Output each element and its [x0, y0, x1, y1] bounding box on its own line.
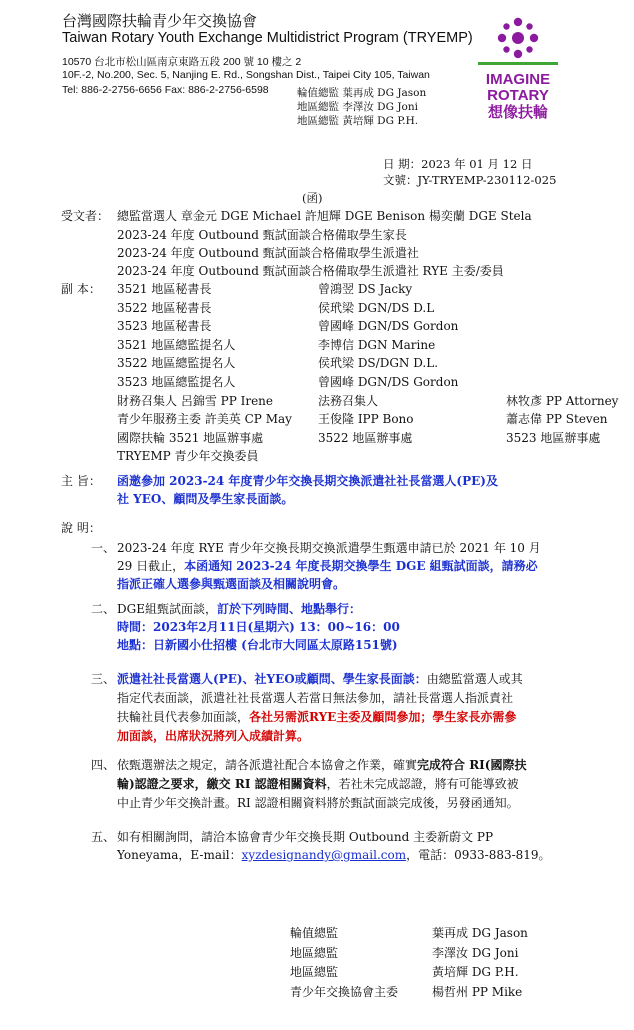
item2-text: DGE組甄試面談， [117, 602, 217, 616]
header-governor: 地區總監 李澤汝 DG Joni [297, 101, 418, 113]
item1-text: 29 日截止， [117, 559, 185, 573]
subject-line: 社 YEO、顧問及學生家長面談。 [117, 492, 294, 506]
cc-entry: 3523 地區秘書長 [117, 319, 212, 334]
cc-entry: 3522 地區總監提名人 [117, 356, 236, 371]
cc-entry: 3521 地區秘書長 [117, 282, 212, 296]
cc-entry: 3522 地區秘書長 [117, 300, 212, 315]
meeting-time: 時間：2023年2月11日(星期六) 13：00~16：00 [117, 620, 400, 634]
logo-chinese: 想像扶輪 [487, 103, 548, 121]
header-governors [297, 86, 426, 128]
cc-entry: 3521 地區總監提名人 [117, 337, 236, 352]
item2-line [117, 600, 361, 617]
item2-highlight: 訂於下列時間、地點舉行： [216, 602, 361, 616]
item1-highlight: 本函通知 2023-24 年度長期交換學生 DGE 組甄試面談，請務必 [184, 559, 538, 573]
item-number: 三、 [91, 672, 116, 686]
item5-text: ，電話：0933-883-819。 [406, 848, 551, 862]
header-governor: 輪值總監 葉再成 DG Jason [297, 87, 427, 99]
org-name-zh: 台灣國際扶輪青少年交換協會 [62, 12, 258, 30]
item3-text: 由總監當選人或其 [426, 672, 523, 686]
item1-line: 2023-24 年度 RYE 青少年交換長期交換派遣學生甄選申請已於 2021 年 10 月 [117, 541, 541, 555]
signature-title: 地區總監 [290, 945, 339, 960]
cc-entry: 曾國峰 DGN/DS Gordon [318, 319, 459, 334]
cc-label: 副 本： [61, 282, 101, 296]
imagine-rotary-logo [468, 8, 568, 128]
item4-line [117, 775, 519, 792]
cc-entry: 侯玳梁 DGN/DS D.L [318, 300, 435, 315]
item3-line [117, 708, 516, 725]
signature-title: 輪值總監 [290, 926, 339, 940]
cc-entry: 3522 地區辦事處 [318, 430, 413, 445]
org-name-en: Taiwan Rotary Youth Exchange Multidistrict Program (TRYEMP) [62, 30, 473, 46]
item3-warning: 加面談，出席狀況將列入成績計算。 [117, 729, 310, 743]
item3-highlight: 派遣社社長當選人(PE)、社YEO或顧問、學生家長面談： [117, 672, 427, 686]
item3-warning: 各社另需派RYE主委及顧問參加；學生家長亦需參 [249, 710, 517, 724]
cc-entry: 曾鴻翌 DS Jacky [318, 282, 413, 296]
cc-entry: 3523 地區總監提名人 [117, 375, 236, 389]
item4-line [117, 756, 526, 773]
letter-type: (函) [302, 191, 323, 205]
address-en: 10F.-2, No.200, Sec. 5, Nanjing E. Rd., Songshan Dist., Taipei City 105, Taiwan [62, 69, 430, 81]
item-number: 五、 [91, 830, 116, 844]
signature-name: 楊哲州 PP Mike [432, 984, 523, 999]
item4-emphasis: 輪)認證之要求，繳交 RI 認證相關資料 [117, 777, 327, 791]
cc-entry: 侯玳梁 DS/DGN D.L. [318, 356, 439, 371]
recipients-line: 2023-24 年度 Outbound 甄試面談合格備取學生家長 [117, 228, 407, 242]
signature-name: 黃培輝 DG P.H. [432, 965, 519, 979]
signature-name: 李澤汝 DG Joni [432, 945, 519, 960]
item-number: 四、 [91, 758, 116, 772]
meeting-place: 地點：日新國小仕招樓 (台北市大同區太原路151號) [117, 638, 398, 652]
recipients-label: 受文者： [61, 209, 110, 223]
item5-text: Yoneyama，E-mail： [117, 848, 242, 862]
letter-number: 文號：JY-TRYEMP-230112-025 [383, 173, 557, 187]
recipients-line: 總監當選人 章金元 DGE Michael 許旭輝 DGE Benison 楊奕蘭 DGE Stela [117, 209, 532, 223]
item3-line: 指定代表面談，派遣社社長當選人若當日無法參加，請社長當選人指派責社 [117, 691, 514, 705]
item-number: 二、 [91, 602, 116, 616]
cc-entry: 法務召集人 [318, 393, 379, 408]
cc-entry: 財務召集人 呂錦雪 PP Irene [117, 393, 274, 408]
item3-line [117, 670, 523, 687]
cc-entry: 王俊隆 IPP Bono [318, 412, 414, 427]
item-number: 一、 [91, 541, 116, 555]
cc-entry: 李博信 DGN Marine [318, 337, 436, 352]
cc-entry: 林牧彥 PP Attorney [506, 393, 619, 408]
cc-entry: 3523 地區辦事處 [506, 430, 601, 445]
item1-highlight: 指派正確人選參與甄選面談及相關說明會。 [117, 577, 346, 591]
explanation-label: 說 明： [61, 521, 101, 535]
subject-label: 主 旨： [61, 474, 101, 488]
address-zh: 10570 台北市松山區南京東路五段 200 號 10 樓之 2 [62, 56, 302, 68]
item3-text: 扶輪社員代表參加面談， [117, 710, 250, 724]
item4-text: ，若社未完成認證，將有可能導致被 [326, 777, 519, 791]
signature-title: 青少年交換協會主委 [290, 984, 399, 999]
cc-entry: 蕭志偉 PP Steven [506, 412, 608, 427]
letter-date: 日 期：2023 年 01 月 12 日 [383, 157, 533, 171]
tel-fax: Tel: 886-2-2756-6656 Fax: 886-2-2756-6598 [62, 84, 269, 96]
item5-line [117, 846, 551, 863]
rotary-flower-icon [468, 8, 568, 70]
item4-line: 中止青少年交換計畫。RI 認證相關資料將於甄試面談完成後，另發函通知。 [117, 796, 519, 810]
logo-rotary: ROTARY [487, 87, 549, 104]
cc-entry: TRYEMP 青少年交換委員 [117, 449, 259, 464]
header-governor: 地區總監 黃培輝 DG P.H. [297, 115, 419, 127]
contact-email-link[interactable]: xyzdesignandy@gmail.com [241, 848, 407, 862]
signature-title: 地區總監 [290, 965, 339, 979]
cc-entry: 曾國峰 DGN/DS Gordon [318, 375, 459, 389]
signature-name: 葉再成 DG Jason [432, 926, 528, 940]
cc-entry: 國際扶輪 3521 地區辦事處 [117, 430, 264, 445]
subject-line: 函邀參加 2023-24 年度青少年交換長期交換派遣社社長當選人(PE)及 [117, 474, 498, 488]
item5-line: 如有相關詢問，請洽本協會青少年交換長期 Outbound 主委新蔚文 PP [117, 830, 494, 844]
item1-line [117, 557, 538, 574]
item4-emphasis: 完成符合 RI(國際扶 [417, 758, 527, 772]
item4-text: 依甄選辦法之規定，請各派遣社配合本協會之作業，確實 [117, 758, 418, 772]
logo-imagine: IMAGINE [485, 71, 551, 88]
recipients-line: 2023-24 年度 Outbound 甄試面談合格備取學生派遣社 RYE 主委/委員 [117, 264, 504, 278]
recipients-line: 2023-24 年度 Outbound 甄試面談合格備取學生派遣社 [117, 246, 419, 260]
cc-entry: 青少年服務主委 許美英 CP May [117, 412, 292, 427]
